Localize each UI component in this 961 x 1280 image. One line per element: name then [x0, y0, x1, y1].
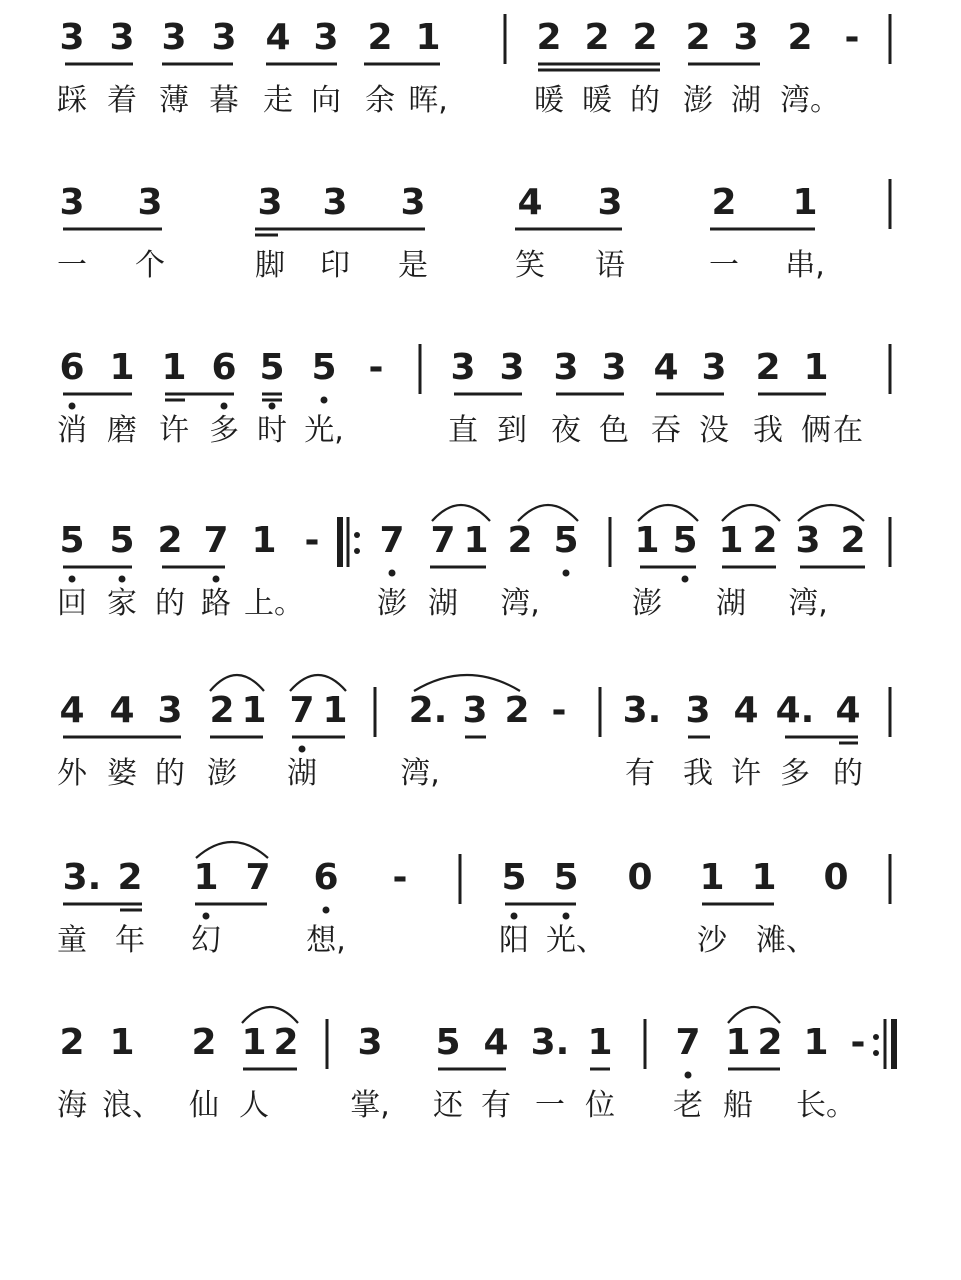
- note: 1: [463, 520, 489, 561]
- note: 4: [265, 17, 291, 58]
- note: 5: [553, 857, 579, 898]
- lyric-syllable: 没: [699, 413, 729, 448]
- lyric-syllable: 时: [257, 413, 287, 448]
- note: 2: [787, 17, 813, 58]
- note: 3: [553, 347, 579, 388]
- note: -: [844, 17, 860, 58]
- lyric-syllable: 家: [107, 586, 137, 621]
- note: 0: [627, 857, 653, 898]
- note: 1: [241, 690, 267, 731]
- lyric-syllable: 色: [599, 413, 629, 448]
- note: 1: [699, 857, 725, 898]
- note: 1: [803, 1022, 829, 1063]
- note: 3: [59, 182, 85, 223]
- lyric-syllable: 海: [57, 1088, 87, 1123]
- note: 6: [211, 347, 237, 388]
- lyric-syllable: 磨: [107, 413, 137, 448]
- lyric-syllable: 沙: [697, 923, 727, 958]
- note: 4: [517, 182, 543, 223]
- lyric-syllable: 滩、: [756, 923, 816, 958]
- note: 1: [322, 690, 348, 731]
- lyric-syllable: 吞: [651, 413, 681, 448]
- note: 6: [59, 347, 85, 388]
- note: 7: [289, 690, 315, 731]
- lyric-syllable: 直: [448, 413, 478, 448]
- lyric-syllable: 笑: [515, 248, 545, 283]
- lyric-syllable: 掌,: [350, 1088, 390, 1123]
- lyric-syllable: 还: [433, 1088, 463, 1123]
- note: 5: [311, 347, 337, 388]
- lyric-syllable: 我: [753, 413, 783, 448]
- note: 3: [109, 17, 135, 58]
- note: 3.: [622, 690, 662, 731]
- note: 1: [109, 347, 135, 388]
- lyric-syllable: 一: [709, 248, 739, 283]
- note: 2.: [408, 690, 448, 731]
- note: 3: [157, 690, 183, 731]
- note: 5: [109, 520, 135, 561]
- lyric-syllable: 多: [780, 756, 810, 791]
- note: 2: [840, 520, 866, 561]
- lyric-syllable: 幻: [191, 923, 221, 958]
- lyric-syllable: 澎: [377, 586, 407, 621]
- lyric-syllable: 有: [625, 756, 655, 791]
- lyric-syllable: 湾,: [400, 756, 440, 791]
- note: 3: [597, 182, 623, 223]
- lyric-syllable: 语: [595, 248, 625, 283]
- lyric-syllable: 多: [209, 413, 239, 448]
- lyric-syllable: 薄: [159, 83, 189, 118]
- lyric-syllable: 湖: [428, 586, 458, 621]
- note: 3: [701, 347, 727, 388]
- lyric-syllable: 印: [320, 248, 350, 283]
- note: 3: [733, 17, 759, 58]
- note: 1: [792, 182, 818, 223]
- note: 2: [752, 520, 778, 561]
- lyric-syllable: 上。: [244, 586, 304, 621]
- note: 7: [203, 520, 229, 561]
- note: 2: [117, 857, 143, 898]
- note: 2: [755, 347, 781, 388]
- note: 2: [632, 17, 658, 58]
- note: 2: [685, 17, 711, 58]
- lyric-syllable: 个: [135, 248, 165, 283]
- lyric-syllable: 踩: [57, 83, 87, 118]
- note: 1: [587, 1022, 613, 1063]
- lyric-syllable: 位: [585, 1088, 615, 1123]
- note: 7: [430, 520, 456, 561]
- lyric-syllable: 长。: [796, 1088, 856, 1123]
- note: 1: [161, 347, 187, 388]
- note: 4: [59, 690, 85, 731]
- lyric-syllable: 回: [57, 586, 87, 621]
- lyric-syllable: 着: [107, 83, 137, 118]
- note: 3: [795, 520, 821, 561]
- note: -: [850, 1022, 866, 1063]
- lyric-syllable: 童: [57, 923, 87, 958]
- note: 4: [483, 1022, 509, 1063]
- note: 1: [718, 520, 744, 561]
- note: 2: [59, 1022, 85, 1063]
- lyric-syllable: 人: [239, 1088, 269, 1123]
- lyric-syllable: 澎: [683, 83, 713, 118]
- lyric-syllable: 暮: [209, 83, 239, 118]
- lyric-syllable: 的: [630, 83, 660, 118]
- note: 2: [273, 1022, 299, 1063]
- lyric-syllable: 湾。: [780, 83, 840, 118]
- lyric-syllable: 湾,: [788, 586, 828, 621]
- note: 7: [379, 520, 405, 561]
- lyric-syllable: 夜: [551, 413, 581, 448]
- lyric-syllable: 串,: [785, 248, 825, 283]
- note: 2: [191, 1022, 217, 1063]
- lyric-syllable: 消: [57, 413, 87, 448]
- lyric-syllable: 的: [155, 586, 185, 621]
- note: 3: [322, 182, 348, 223]
- lyric-syllable: 向: [311, 83, 341, 118]
- lyric-syllable: 余: [365, 83, 395, 118]
- note: 1: [634, 520, 660, 561]
- lyric-syllable: 到: [497, 413, 527, 448]
- lyric-syllable: 澎: [207, 756, 237, 791]
- lyric-syllable: 许: [731, 756, 761, 791]
- lyric-syllable: 晖,: [408, 83, 448, 118]
- lyric-syllable: 路: [201, 586, 231, 621]
- note: 5: [672, 520, 698, 561]
- note: 3: [313, 17, 339, 58]
- note: 2: [757, 1022, 783, 1063]
- lyric-syllable: 有: [481, 1088, 511, 1123]
- note: 3: [499, 347, 525, 388]
- note: 1: [251, 520, 277, 561]
- lyric-syllable: 浪、: [102, 1088, 162, 1123]
- note: 5: [501, 857, 527, 898]
- lyric-syllable: 光,: [304, 413, 344, 448]
- note: 1: [241, 1022, 267, 1063]
- note: 5: [59, 520, 85, 561]
- note: 1: [751, 857, 777, 898]
- note: 3.: [62, 857, 102, 898]
- note: 3.: [530, 1022, 570, 1063]
- note: 3: [462, 690, 488, 731]
- note: 2: [584, 17, 610, 58]
- note: 3: [137, 182, 163, 223]
- note: 0: [823, 857, 849, 898]
- note: 5: [553, 520, 579, 561]
- lyric-syllable: 老: [673, 1088, 703, 1123]
- note: 3: [211, 17, 237, 58]
- lyric-syllable: 在: [833, 413, 863, 448]
- lyric-syllable: 想,: [306, 923, 346, 958]
- note: 4.: [775, 690, 815, 731]
- note: 1: [725, 1022, 751, 1063]
- lyric-syllable: 的: [155, 756, 185, 791]
- note: 3: [59, 17, 85, 58]
- note: 3: [685, 690, 711, 731]
- note: 2: [711, 182, 737, 223]
- lyric-syllable: 一: [57, 248, 87, 283]
- lyric-syllable: 我: [683, 756, 713, 791]
- note: 1: [415, 17, 441, 58]
- note: 1: [193, 857, 219, 898]
- lyric-syllable: 年: [115, 923, 145, 958]
- note: 5: [435, 1022, 461, 1063]
- lyric-syllable: 湾,: [500, 586, 540, 621]
- note: -: [551, 690, 567, 731]
- note: 2: [367, 17, 393, 58]
- note: -: [368, 347, 384, 388]
- note: 3: [400, 182, 426, 223]
- note: -: [392, 857, 408, 898]
- lyric-syllable: 的: [833, 756, 863, 791]
- note: 1: [803, 347, 829, 388]
- note: 3: [161, 17, 187, 58]
- lyric-syllable: 澎: [632, 586, 662, 621]
- lyric-syllable: 仙: [189, 1088, 219, 1123]
- lyric-syllable: 是: [398, 248, 428, 283]
- note: 2: [507, 520, 533, 561]
- note: 4: [733, 690, 759, 731]
- note: -: [304, 520, 320, 561]
- lyric-syllable: 光、: [546, 923, 606, 958]
- note: 2: [157, 520, 183, 561]
- note: 5: [259, 347, 285, 388]
- note: 3: [601, 347, 627, 388]
- lyric-syllable: 湖: [731, 83, 761, 118]
- lyric-syllable: 许: [159, 413, 189, 448]
- note: 4: [835, 690, 861, 731]
- note: 3: [357, 1022, 383, 1063]
- lyric-syllable: 走: [263, 83, 293, 118]
- note: 2: [504, 690, 530, 731]
- lyric-syllable: 一: [535, 1088, 565, 1123]
- note: 1: [109, 1022, 135, 1063]
- lyric-syllable: 俩: [801, 413, 831, 448]
- note: 3: [450, 347, 476, 388]
- lyric-syllable: 阳: [499, 923, 529, 958]
- lyric-syllable: 暖: [534, 83, 564, 118]
- lyric-syllable: 湖: [716, 586, 746, 621]
- lyric-syllable: 湖: [287, 756, 317, 791]
- note: 2: [536, 17, 562, 58]
- lyric-syllable: 外: [57, 756, 87, 791]
- note: 3: [257, 182, 283, 223]
- note: 6: [313, 857, 339, 898]
- note: 7: [245, 857, 271, 898]
- note: 2: [209, 690, 235, 731]
- lyric-syllable: 暖: [582, 83, 612, 118]
- lyric-syllable: 船: [723, 1088, 753, 1123]
- note: 4: [653, 347, 679, 388]
- lyric-syllable: 脚: [255, 248, 285, 283]
- lyric-syllable: 婆: [107, 756, 137, 791]
- note: 4: [109, 690, 135, 731]
- note: 7: [675, 1022, 701, 1063]
